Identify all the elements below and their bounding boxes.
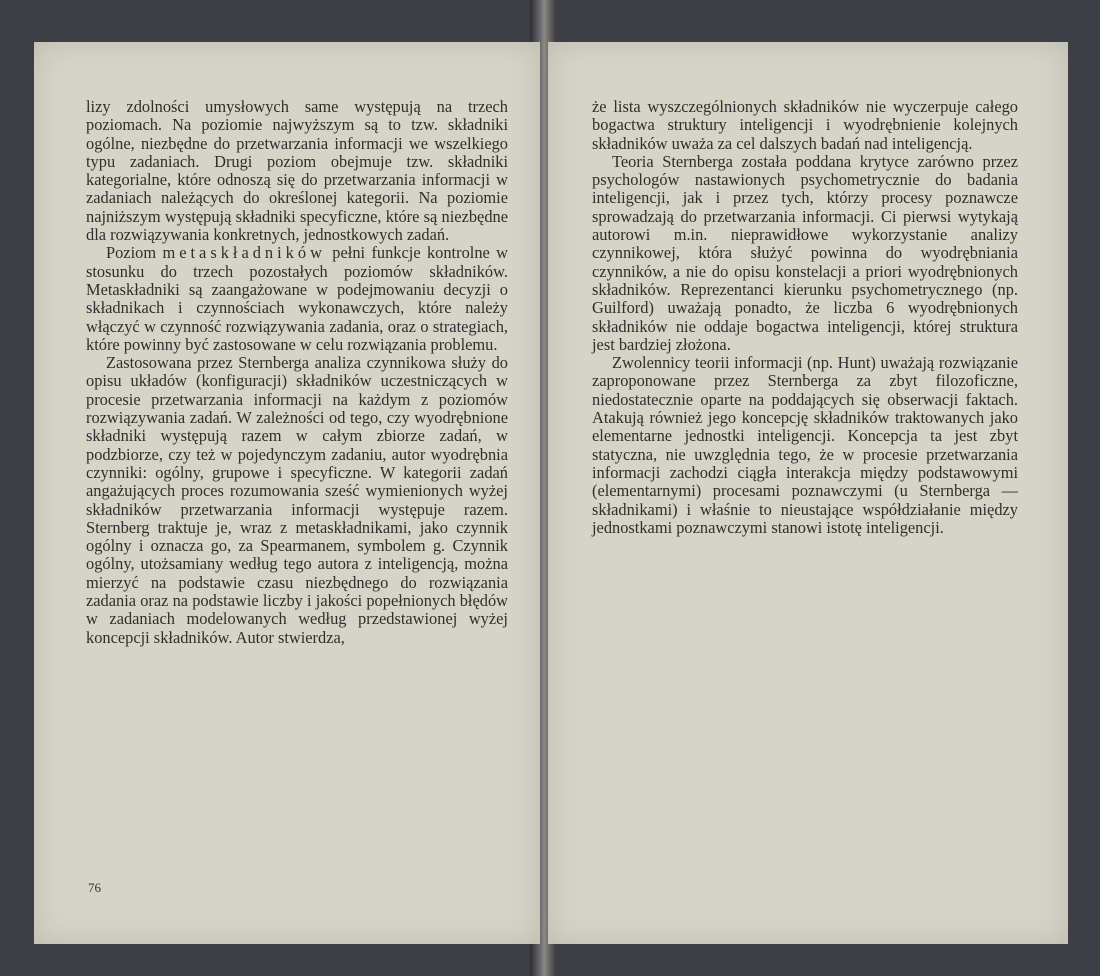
paragraph: Zastosowana przez Sternberga analiza czynnikowa służy do opisu układów (konfiguracji) składników uczestniczących w procesie przetwarzania informacji na każdym z poziomów rozwiązywania zadań. W zależności od tego, czy wyodrębnione składniki występują razem w całym zbiorze zadań, w podzbiorze, czy też w pojedynczym zadaniu, autor wyodrębnia czynniki: ogólny, grupowe i specyficzne. W kategorii zadań angażujących proces rozumowania sześć wymienionych wyżej składników przetwarzania informacji występuje razem. Sternberg traktuje je, wraz z metaskładnikami, jako czynnik ogólny i oznacza go, za Spearmanem, symbolem g. Czynnik ogólny, utożsamiany według tego autora z inteligencją, można mierzyć na podstawie czasu niezbędnego do rozwiązania zadania oraz na podstawie liczby i jakości popełnionych błędów w zadaniach modelowanych według przedstawionej wyżej koncepcji składników. Autor stwierdza,: [86, 353, 508, 647]
spaced-term: metaskładników: [162, 243, 326, 263]
paragraph: [86, 244, 508, 354]
left-page: [34, 42, 540, 944]
paragraph-rest: pełni funkcje kontrolne w stosunku do trzech pozostałych poziomów składników. Metaskładniki są zaangażowane w podejmowaniu decyzji o składnikach i czynnościach wykonawczych, które należy włączyć w czynność rozwiązywania zadania, oraz o strategiach, które powinny być zastosowane w celu rozwiązania problemu.: [86, 243, 509, 354]
page-number: 76: [88, 880, 101, 895]
paragraph-intro: Poziom: [106, 243, 157, 263]
paragraph: Zwolennicy teorii informacji (np. Hunt) uważają rozwiązanie zaproponowane przez Sternberga za zbyt filozoficzne, niedostatecznie oparte na poddających się obserwacji faktach. Atakują również jego koncepcję składników traktowanych jako elementarne jednostki inteligencji. Koncepcja ta jest zbyt statyczna, nie uwzględnia tego, że w procesie przetwarzania informacji zachodzi ciągła interakcja między podstawowymi (elementarnymi) procesami poznawczymi (u Sternberga — składnikami) i właśnie to nieustające współdziałanie między jednostkami poznawczymi stanowi istotę inteligencji.: [592, 353, 1018, 537]
right-page: [548, 42, 1068, 944]
paragraph: Teoria Sternberga została poddana krytyce zarówno przez psychologów nastawionych psychometrycznie do badania inteligencji, jak i przez tych, którzy procesy poznawcze sprowadzają do przetwarzania informacji. Ci pierwsi wytykają autorowi m.in. nieprawidłowe wykorzystanie analizy czynnikowej, która służyć powinna do wyodrębniania czynników, a nie do opisu konstelacji a priori wyodrębnionych składników. Reprezentanci kierunku psychometrycznego (np. Guilford) uważają ponadto, że liczba 6 wyodrębnionych składników nie oddaje bogactwa inteligencji, której struktura jest bardziej złożona.: [592, 151, 1018, 354]
paragraph: lizy zdolności umysłowych same występują na trzech poziomach. Na poziomie najwyższym są to tzw. składniki ogólne, niezbędne do przetwarzania informacji we wszelkiego typu zadaniach. Drugi poziom obejmuje tzw. składniki kategorialne, które odnoszą się do przetwarzania informacji w zadaniach należących do określonej kategorii. Na poziomie najniższym występują składniki specyficzne, które są niezbędne dla rozwiązywania konkretnych, jednostkowych zadań.: [86, 97, 508, 245]
right-page-text: [592, 98, 1018, 537]
paragraph: że lista wyszczególnionych składników nie wyczerpuje całego bogactwa struktury inteligencji i wyodrębnienie kolejnych składników uważa za cel dalszych badań nad inteligencją.: [592, 97, 1018, 153]
left-page-text: [86, 98, 508, 647]
